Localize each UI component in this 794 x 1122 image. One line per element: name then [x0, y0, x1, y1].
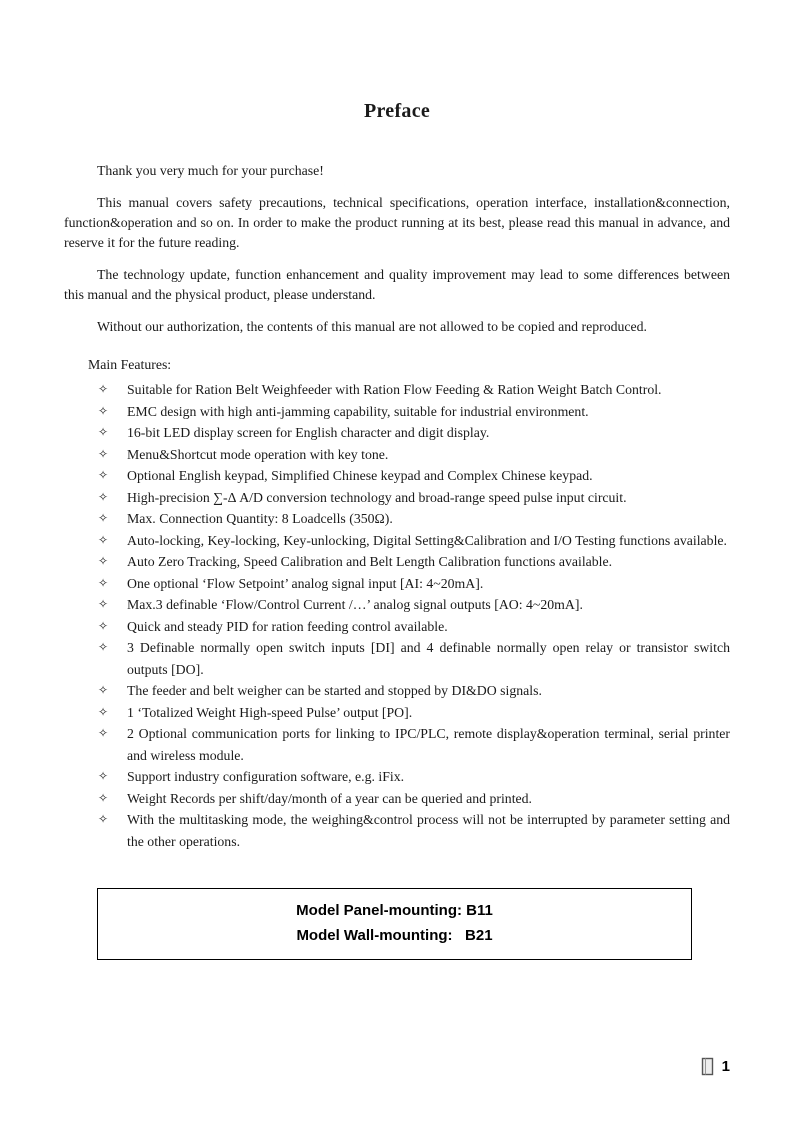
feature-item: [64, 723, 730, 766]
feature-item: [64, 616, 730, 638]
feature-item: [64, 680, 730, 702]
document-icon: [701, 1057, 714, 1076]
diamond-bullet-icon: ✧: [98, 446, 109, 461]
feature-item: [64, 487, 730, 509]
feature-text: Auto Zero Tracking, Speed Calibration and Belt Length Calibration functions available.: [127, 554, 613, 569]
feature-item: [64, 401, 730, 423]
feature-text: 16-bit LED display screen for English character and digit display.: [127, 425, 490, 440]
diamond-bullet-icon: ✧: [98, 468, 109, 482]
diamond-bullet-icon: ✧: [98, 554, 109, 568]
feature-text: One optional ‘Flow Setpoint’ analog signal input [AI: 4~20mA].: [127, 575, 484, 591]
paragraph-technology-update: The technology update, function enhancement and quality improvement may lead to some differences between this manual and the physical product, please understand.: [64, 267, 730, 302]
feature-text: Support industry configuration software, e.g. iFix.: [127, 769, 405, 784]
feature-item: [64, 809, 730, 852]
feature-item: [64, 702, 730, 724]
feature-text: Menu&Shortcut mode operation with key tone.: [127, 446, 389, 462]
diamond-bullet-icon: ✧: [98, 532, 109, 547]
diamond-bullet-icon: ✧: [98, 683, 109, 697]
model-panel-mounting: Model Panel-mounting: B11: [296, 902, 493, 919]
feature-item: [64, 573, 730, 595]
feature-item: [64, 551, 730, 573]
model-wall-mounting: Model Wall-mounting: B21: [296, 927, 493, 944]
feature-text: Weight Records per shift/day/month of a year can be queried and printed.: [127, 790, 532, 806]
diamond-bullet-icon: ✧: [98, 704, 109, 719]
feature-text: Quick and steady PID for ration feeding control available.: [127, 618, 448, 634]
feature-text: Optional English keypad, Simplified Chinese keypad and Complex Chinese keypad.: [127, 468, 593, 483]
feature-text: Auto-locking, Key-locking, Key-unlocking, Digital Setting&Calibration and I/O Testing functions available.: [127, 532, 727, 548]
feature-item: [64, 637, 730, 680]
feature-text: Suitable for Ration Belt Weighfeeder with Ration Flow Feeding & Ration Weight Batch Control.: [127, 382, 662, 397]
feature-item: [64, 530, 730, 552]
diamond-bullet-icon: ✧: [98, 425, 109, 439]
diamond-bullet-icon: ✧: [98, 769, 109, 783]
features-list: [64, 379, 730, 852]
feature-text: 2 Optional communication ports for linking to IPC/PLC, remote display&operation terminal, serial printer and wireless module.: [127, 726, 730, 763]
diamond-bullet-icon: ✧: [98, 575, 109, 590]
feature-item: [64, 594, 730, 616]
diamond-bullet-icon: ✧: [98, 640, 109, 654]
paragraph-copyright: Without our authorization, the contents of this manual are not allowed to be copied and reproduced.: [97, 319, 648, 334]
feature-text: With the multitasking mode, the weighing&control process will not be interrupted by parameter setting and the other operations.: [127, 812, 730, 849]
diamond-bullet-icon: ✧: [98, 790, 109, 805]
feature-text: 1 ‘Totalized Weight High-speed Pulse’ output [PO].: [127, 704, 413, 720]
feature-text: The feeder and belt weigher can be started and stopped by DI&DO signals.: [127, 683, 542, 698]
feature-text: EMC design with high anti-jamming capability, suitable for industrial environment.: [127, 403, 589, 419]
diamond-bullet-icon: ✧: [98, 812, 109, 826]
feature-text: 3 Definable normally open switch inputs [DI] and 4 definable normally open relay or transistor switch outputs [DO].: [127, 640, 730, 677]
feature-text: High-precision ∑-Δ A/D conversion technology and broad-range speed pulse input circuit.: [127, 489, 627, 505]
page-footer: [701, 1057, 730, 1076]
feature-text: Max.3 definable ‘Flow/Control Current /…’ analog signal outputs [AO: 4~20mA].: [127, 597, 583, 612]
feature-item: [64, 788, 730, 810]
diamond-bullet-icon: ✧: [98, 726, 109, 740]
paragraph-manual-scope: This manual covers safety precautions, technical specifications, operation interface, installation&connection, function&operation and so on. In order to make the product running at its best, please read this manual in advance, and reserve it for the future reading.: [64, 195, 730, 250]
page-number: 1: [721, 1058, 730, 1075]
page-title: Preface: [363, 100, 431, 122]
feature-item: [64, 508, 730, 530]
diamond-bullet-icon: ✧: [98, 597, 109, 611]
feature-item: [64, 379, 730, 401]
model-box: [97, 888, 692, 960]
feature-item: [64, 766, 730, 788]
diamond-bullet-icon: ✧: [98, 618, 109, 633]
feature-text: Max. Connection Quantity: 8 Loadcells (350Ω).: [127, 511, 393, 526]
diamond-bullet-icon: ✧: [98, 382, 109, 396]
feature-item: [64, 444, 730, 466]
diamond-bullet-icon: ✧: [98, 403, 109, 418]
feature-item: [64, 465, 730, 487]
feature-item: [64, 422, 730, 444]
diamond-bullet-icon: ✧: [98, 489, 109, 504]
paragraph-thanks: Thank you very much for your purchase!: [97, 163, 324, 178]
features-heading: Main Features:: [88, 357, 172, 372]
diamond-bullet-icon: ✧: [98, 511, 109, 525]
